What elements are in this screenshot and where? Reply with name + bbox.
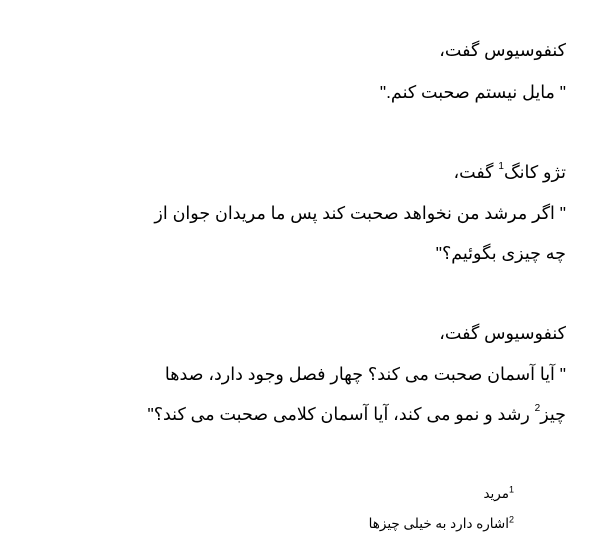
footnote-2: [369, 515, 514, 533]
quote-zigong-line-1: " اگر مرشد من نخواهد صحبت کند پس ما مریدان جوان از: [154, 203, 566, 223]
speaker-zigong-verb: گفت،: [453, 162, 499, 182]
quote-line-2-start: چیز: [540, 404, 566, 424]
footnote-ref-1: 1: [498, 161, 504, 173]
quote-zigong-line-2: چه چیزی بگوئیم؟": [435, 243, 566, 263]
speaker-zigong-name: تژو کانگ: [503, 162, 566, 182]
footnote-ref-2: 2: [534, 403, 541, 415]
quote-confucius-2-line-1: " آیا آسمان صحبت می کند؟ چهار فصل وجود دارد، صدها: [164, 364, 566, 384]
footnote-1-text: مرید: [483, 486, 509, 501]
footnote-1-number: 1: [508, 484, 514, 495]
footnote-2-number: 2: [508, 514, 514, 525]
footnote-2-text: اشاره دارد به خیلی چیزها: [368, 516, 509, 531]
speaker-confucius-2: کنفوسیوس گفت،: [439, 323, 566, 343]
quote-confucius-2-line-2: [148, 402, 567, 426]
speaker-zigong: [454, 160, 567, 184]
quote-confucius-1: " مایل نیستم صحبت کنم.": [379, 82, 566, 102]
footnote-1: [483, 485, 514, 503]
speaker-confucius-1: کنفوسیوس گفت،: [439, 40, 566, 60]
quote-line-2-rest: رشد و نمو می کند، آیا آسمان کلامی صحبت می کند؟": [147, 404, 535, 424]
